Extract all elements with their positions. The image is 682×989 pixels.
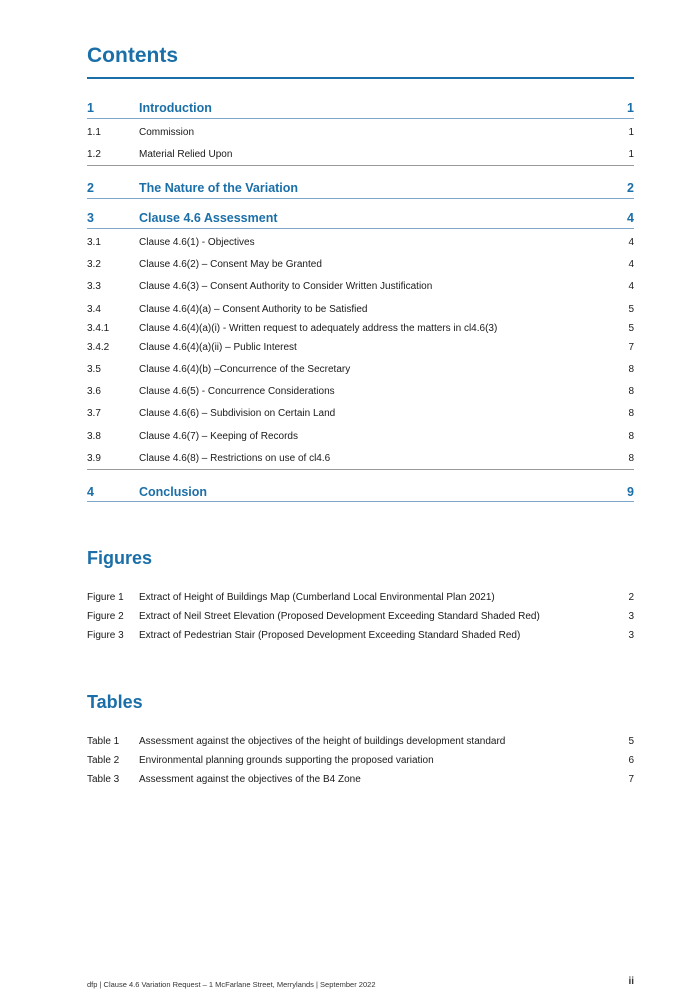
contents-heading: Contents: [87, 44, 178, 67]
table-entry-1[interactable]: [87, 736, 634, 747]
toc-page: 8: [628, 364, 634, 375]
toc-entry-3[interactable]: [87, 211, 634, 225]
toc-entry-3-3[interactable]: [87, 281, 634, 292]
toc-entry-3-4-2[interactable]: [87, 342, 634, 353]
toc-title: Clause 4.6(4)(a)(ii) – Public Interest: [139, 342, 297, 353]
toc-page: 9: [627, 485, 634, 499]
toc-entry-3-4[interactable]: [87, 304, 634, 315]
toc-divider: [87, 501, 634, 502]
toc-entry-3-6[interactable]: [87, 386, 634, 397]
table-number: Table 2: [87, 755, 120, 766]
toc-entry-3-8[interactable]: [87, 431, 634, 442]
table-entry-3[interactable]: [87, 774, 634, 785]
figure-number: Figure 1: [87, 592, 124, 603]
toc-page: 8: [628, 453, 634, 464]
toc-title: Clause 4.6(1) - Objectives: [139, 237, 255, 248]
toc-number: 3.2: [87, 259, 101, 270]
toc-number: 3.7: [87, 408, 101, 419]
toc-number: 3.6: [87, 386, 101, 397]
figure-number: Figure 2: [87, 611, 124, 622]
contents-rule: [87, 77, 634, 79]
toc-title: Introduction: [139, 101, 212, 115]
toc-page: 4: [627, 211, 634, 225]
toc-number: 3.1: [87, 237, 101, 248]
toc-divider: [87, 198, 634, 199]
toc-title: Conclusion: [139, 485, 208, 499]
toc-number: 2: [87, 181, 94, 195]
toc-page: 5: [628, 323, 634, 334]
toc-number: 3.4.1: [87, 323, 110, 334]
toc-page: 4: [628, 281, 634, 292]
toc-page: 1: [627, 101, 634, 115]
toc-number: 3.4: [87, 304, 101, 315]
figure-entry-2[interactable]: [87, 611, 634, 622]
toc-entry-1-2[interactable]: [87, 149, 634, 160]
toc-page: 2: [627, 181, 634, 195]
toc-number: 3.8: [87, 431, 101, 442]
table-title: Environmental planning grounds supporting the proposed variation: [139, 755, 434, 766]
table-number: Table 1: [87, 736, 120, 747]
toc-page: 1: [628, 127, 634, 138]
toc-number: 3.5: [87, 364, 101, 375]
toc-entry-3-5[interactable]: [87, 364, 634, 375]
toc-divider: [87, 165, 634, 166]
footer-text: dfp | Clause 4.6 Variation Request – 1 McFarlane Street, Merrylands | September 2022: [87, 980, 376, 989]
toc-entry-1-1[interactable]: [87, 127, 634, 138]
table-page: 6: [628, 755, 634, 766]
toc-page: 4: [628, 259, 634, 270]
toc-title: Clause 4.6(3) – Consent Authority to Consider Written Justification: [139, 281, 433, 292]
toc-page: 4: [628, 237, 634, 248]
toc-entry-3-4-1[interactable]: [87, 323, 634, 334]
toc-title: Clause 4.6 Assessment: [139, 211, 278, 225]
table-title: Assessment against the objectives of the B4 Zone: [139, 774, 361, 785]
toc-page: 7: [628, 342, 634, 353]
toc-title: Clause 4.6(7) – Keeping of Records: [139, 431, 298, 442]
toc-number: 1.2: [87, 149, 101, 160]
toc-page: 8: [628, 431, 634, 442]
footer-page-number: ii: [628, 976, 634, 987]
toc-number: 3: [87, 211, 94, 225]
toc-page: 5: [628, 304, 634, 315]
figure-title: Extract of Pedestrian Stair (Proposed Development Exceeding Standard Shaded Red): [139, 630, 521, 641]
figure-page: 2: [628, 592, 634, 603]
toc-title: Clause 4.6(2) – Consent May be Granted: [139, 259, 322, 270]
toc-number: 3.3: [87, 281, 101, 292]
figure-title: Extract of Height of Buildings Map (Cumberland Local Environmental Plan 2021): [139, 592, 495, 603]
toc-title: Commission: [139, 127, 195, 138]
toc-title: Material Relied Upon: [139, 149, 233, 160]
toc-number: 4: [87, 485, 94, 499]
figure-title: Extract of Neil Street Elevation (Proposed Development Exceeding Standard Shaded Red): [139, 611, 540, 622]
toc-title: Clause 4.6(5) - Concurrence Considerations: [139, 386, 335, 397]
figures-heading: Figures: [87, 548, 153, 568]
toc-title: Clause 4.6(4)(a) – Consent Authority to be Satisfied: [139, 304, 368, 315]
toc-title: Clause 4.6(6) – Subdivision on Certain Land: [139, 408, 336, 419]
figure-entry-1[interactable]: [87, 592, 634, 603]
toc-number: 1: [87, 101, 94, 115]
table-entry-2[interactable]: [87, 755, 634, 766]
figure-page: 3: [628, 611, 634, 622]
toc-entry-3-7[interactable]: [87, 408, 634, 419]
toc-title: Clause 4.6(4)(a)(i) - Written request to adequately address the matters in cl4.6(3): [139, 323, 498, 334]
toc-number: 1.1: [87, 127, 101, 138]
table-page: 5: [628, 736, 634, 747]
toc-title: Clause 4.6(4)(b) –Concurrence of the Secretary: [139, 364, 351, 375]
page-footer: [87, 976, 634, 989]
toc-divider: [87, 228, 634, 229]
tables-heading: Tables: [87, 692, 143, 712]
toc-title: Clause 4.6(8) – Restrictions on use of cl4.6: [139, 453, 331, 464]
toc-page: 8: [628, 386, 634, 397]
toc-number: 3.4.2: [87, 342, 110, 353]
toc-entry-2[interactable]: [87, 181, 634, 195]
toc-entry-3-1[interactable]: [87, 237, 634, 248]
figure-entry-3[interactable]: [87, 630, 634, 641]
toc-divider: [87, 118, 634, 119]
toc-number: 3.9: [87, 453, 101, 464]
toc-divider: [87, 469, 634, 470]
figure-number: Figure 3: [87, 630, 124, 641]
toc-title: The Nature of the Variation: [139, 181, 299, 195]
figure-page: 3: [628, 630, 634, 641]
toc-page: 1: [628, 149, 634, 160]
toc-entry-1[interactable]: [87, 101, 634, 115]
toc-page: 8: [628, 408, 634, 419]
table-number: Table 3: [87, 774, 120, 785]
table-title: Assessment against the objectives of the height of buildings development standard: [139, 736, 506, 747]
toc-entry-3-2[interactable]: [87, 259, 634, 270]
table-page: 7: [628, 774, 634, 785]
toc-entry-3-9[interactable]: [87, 453, 634, 464]
document-page: [87, 0, 634, 989]
toc-entry-4[interactable]: [87, 485, 634, 499]
